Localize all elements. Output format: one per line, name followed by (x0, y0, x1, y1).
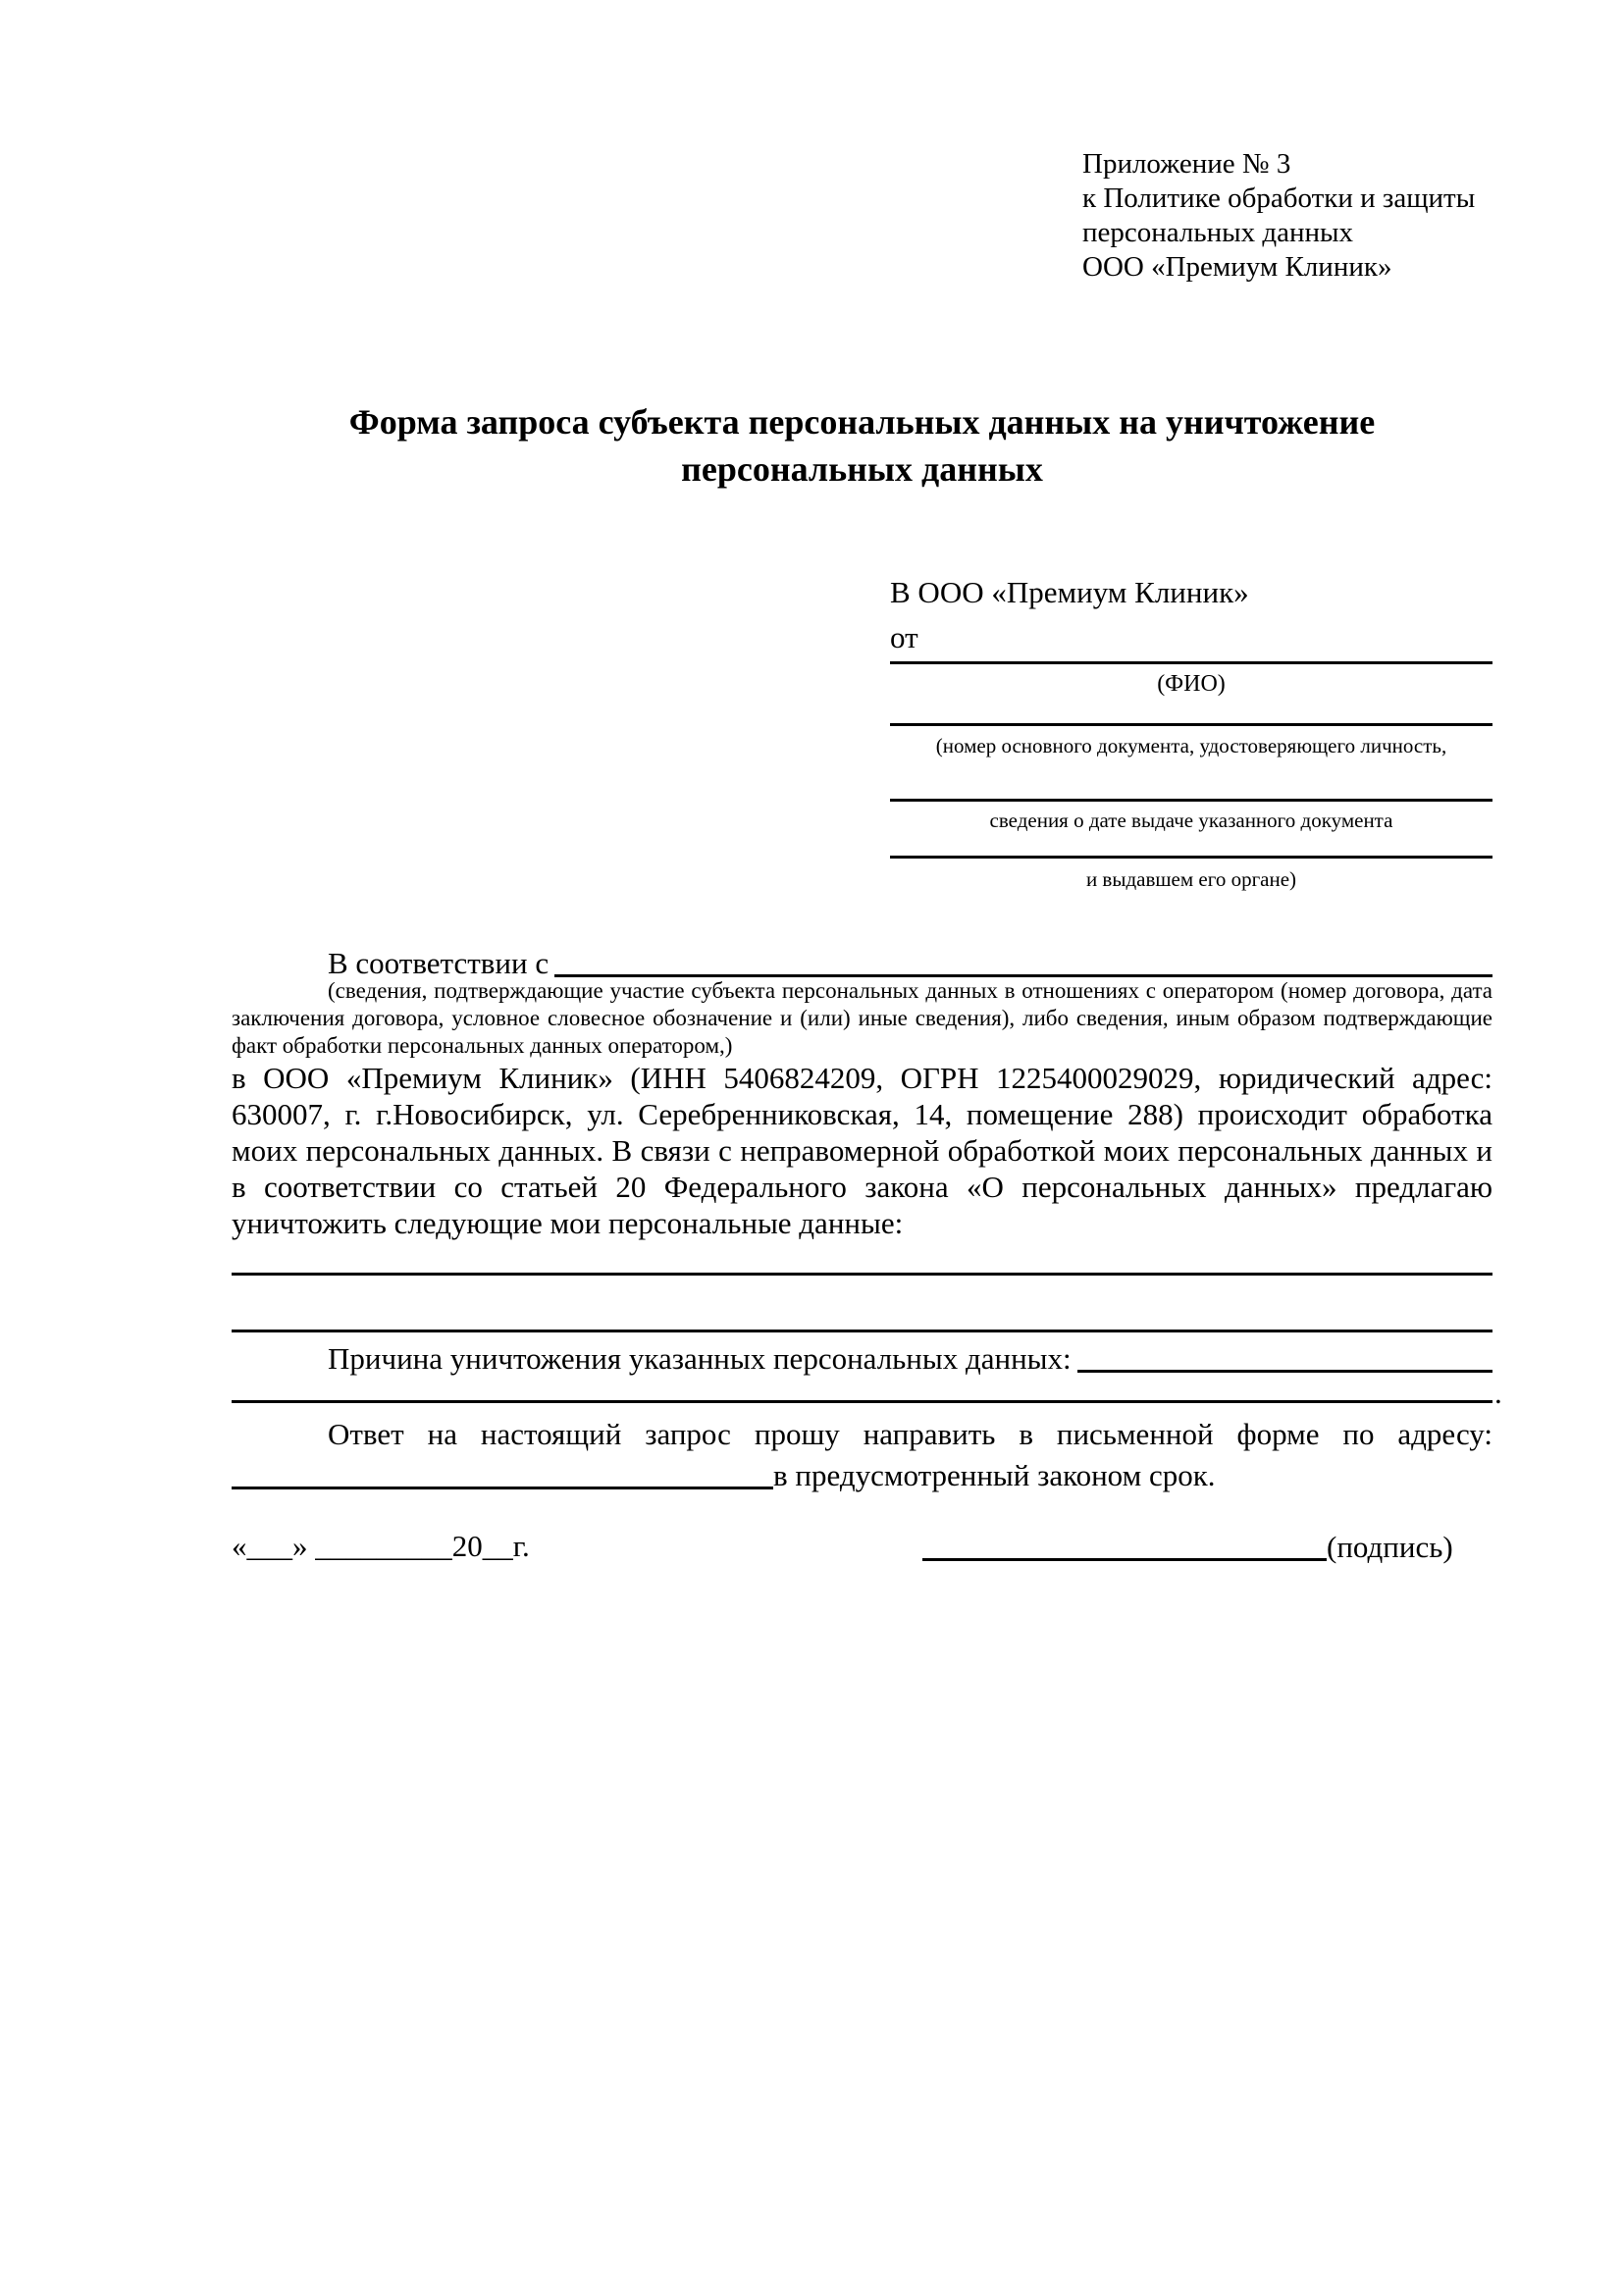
appendix-header-line: к Политике обработки и защиты (1082, 183, 1476, 214)
reply-sentence: Ответ на настоящий запрос прошу направить в письменной форме по адресу: (328, 1417, 1492, 1451)
signature-row (922, 1529, 1453, 1565)
document-issue-date-caption: сведения о дате выдаче указанного документа (989, 809, 1393, 832)
appendix-header-line: Приложение № 3 (1082, 148, 1291, 180)
fine-print-note: (сведения, подтверждающие участие субъекта персональных данных в отношениях с оператором (номер договора, дата заключения договора, условное словесное обозначение и (или) иные сведения), либо сведения, иным образом подтверждающие факт обработки персональных данных оператором,) (232, 978, 1492, 1058)
signature-blank-line (922, 1558, 1327, 1561)
reply-tail: в предусмотренный законом срок. (773, 1458, 1216, 1492)
data-blank-line-2 (232, 1330, 1492, 1332)
document-issue-date-blank-line (890, 799, 1492, 802)
document-title-line: персональных данных (681, 449, 1043, 489)
document-number-blank-line (890, 723, 1492, 726)
reply-address-row (232, 1457, 1492, 1493)
accordance-label: В соответствии с (328, 946, 550, 980)
fio-blank-line (890, 661, 1492, 664)
reason-label: Причина уничтожения указанных персональных данных: (328, 1341, 1072, 1376)
accordance-row (232, 946, 1492, 981)
line-terminator: . (1494, 1376, 1502, 1410)
addressee-from-label: от (890, 620, 918, 654)
addressee-organization: В ООО «Премиум Клиник» (890, 575, 1249, 609)
reason-blank-line-2 (232, 1400, 1492, 1403)
fio-caption: (ФИО) (1157, 671, 1226, 697)
document-title-line: Форма запроса субъекта персональных данных на уничтожение (348, 402, 1376, 442)
date-placeholder: «___» _________20__г. (232, 1529, 530, 1563)
appendix-header-line: ООО «Премиум Клиник» (1082, 251, 1392, 283)
reason-row (232, 1340, 1492, 1377)
signature-caption: (подпись) (1327, 1530, 1453, 1564)
appendix-header (1082, 147, 1475, 285)
issuing-authority-caption: и выдавшем его органе) (1085, 867, 1297, 891)
document-title (232, 398, 1492, 493)
reason-blank-line (1077, 1370, 1492, 1373)
appendix-header-line: персональных данных (1082, 217, 1354, 248)
issuing-authority-blank-line (890, 856, 1492, 859)
reply-address-blank-line (232, 1487, 773, 1489)
document-number-caption: (номер основного документа, удостоверяющего личность, (935, 734, 1447, 757)
data-blank-line-1 (232, 1273, 1492, 1276)
main-paragraph: в ООО «Премиум Клиник» (ИНН 5406824209, ОГРН 1225400029029, юридический адрес: 630007, г. г.Новосибирск, ул. Серебренниковская, 14, помещение 288) происходит обработка моих персональных данных. В связи с неправомерной обработкой моих персональных данных и в соответствии со статьей 20 Федерального закона «О персональных данных» предлагаю уничтожить следующие мои персональные данные: (232, 1061, 1492, 1240)
